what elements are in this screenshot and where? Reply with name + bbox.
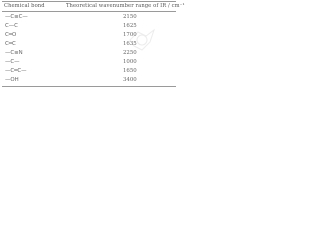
- bond-cell: —C—: [5, 59, 20, 65]
- table-top-rule: [2, 1, 176, 2]
- table-row: [2, 67, 176, 76]
- header-wavenumber: Theoretical wavenumber range of IR / cm⁻¹: [66, 3, 185, 9]
- bond-cell: C—C: [5, 23, 18, 29]
- wavenumber-cell: 3400: [123, 77, 137, 83]
- table-row: [2, 58, 176, 67]
- bond-cell: —C≡C—: [5, 14, 28, 20]
- bond-cell: C═O: [5, 32, 17, 38]
- wavenumber-cell: 1700: [123, 32, 137, 38]
- wavenumber-cell: 1000: [123, 59, 137, 65]
- table-header-rule: [2, 11, 176, 12]
- header-chemical-bond: Chemical bond: [4, 3, 45, 9]
- table-bottom-rule: [2, 86, 176, 87]
- table-row: [2, 13, 176, 22]
- wavenumber-cell: 2250: [123, 50, 137, 56]
- wavenumber-cell: 1650: [123, 68, 137, 74]
- ir-wavenumber-table: [0, 0, 185, 88]
- watermark-logo-icon: [128, 28, 156, 52]
- bond-cell: C═C: [5, 41, 16, 47]
- wavenumber-cell: 1635: [123, 41, 137, 47]
- bond-cell: —OH: [5, 77, 19, 83]
- bond-cell: —C═C—: [5, 68, 27, 74]
- table-row: [2, 76, 176, 85]
- wavenumber-cell: 2150: [123, 14, 137, 20]
- bond-cell: —C≡N: [5, 50, 23, 56]
- wavenumber-cell: 1625: [123, 23, 137, 29]
